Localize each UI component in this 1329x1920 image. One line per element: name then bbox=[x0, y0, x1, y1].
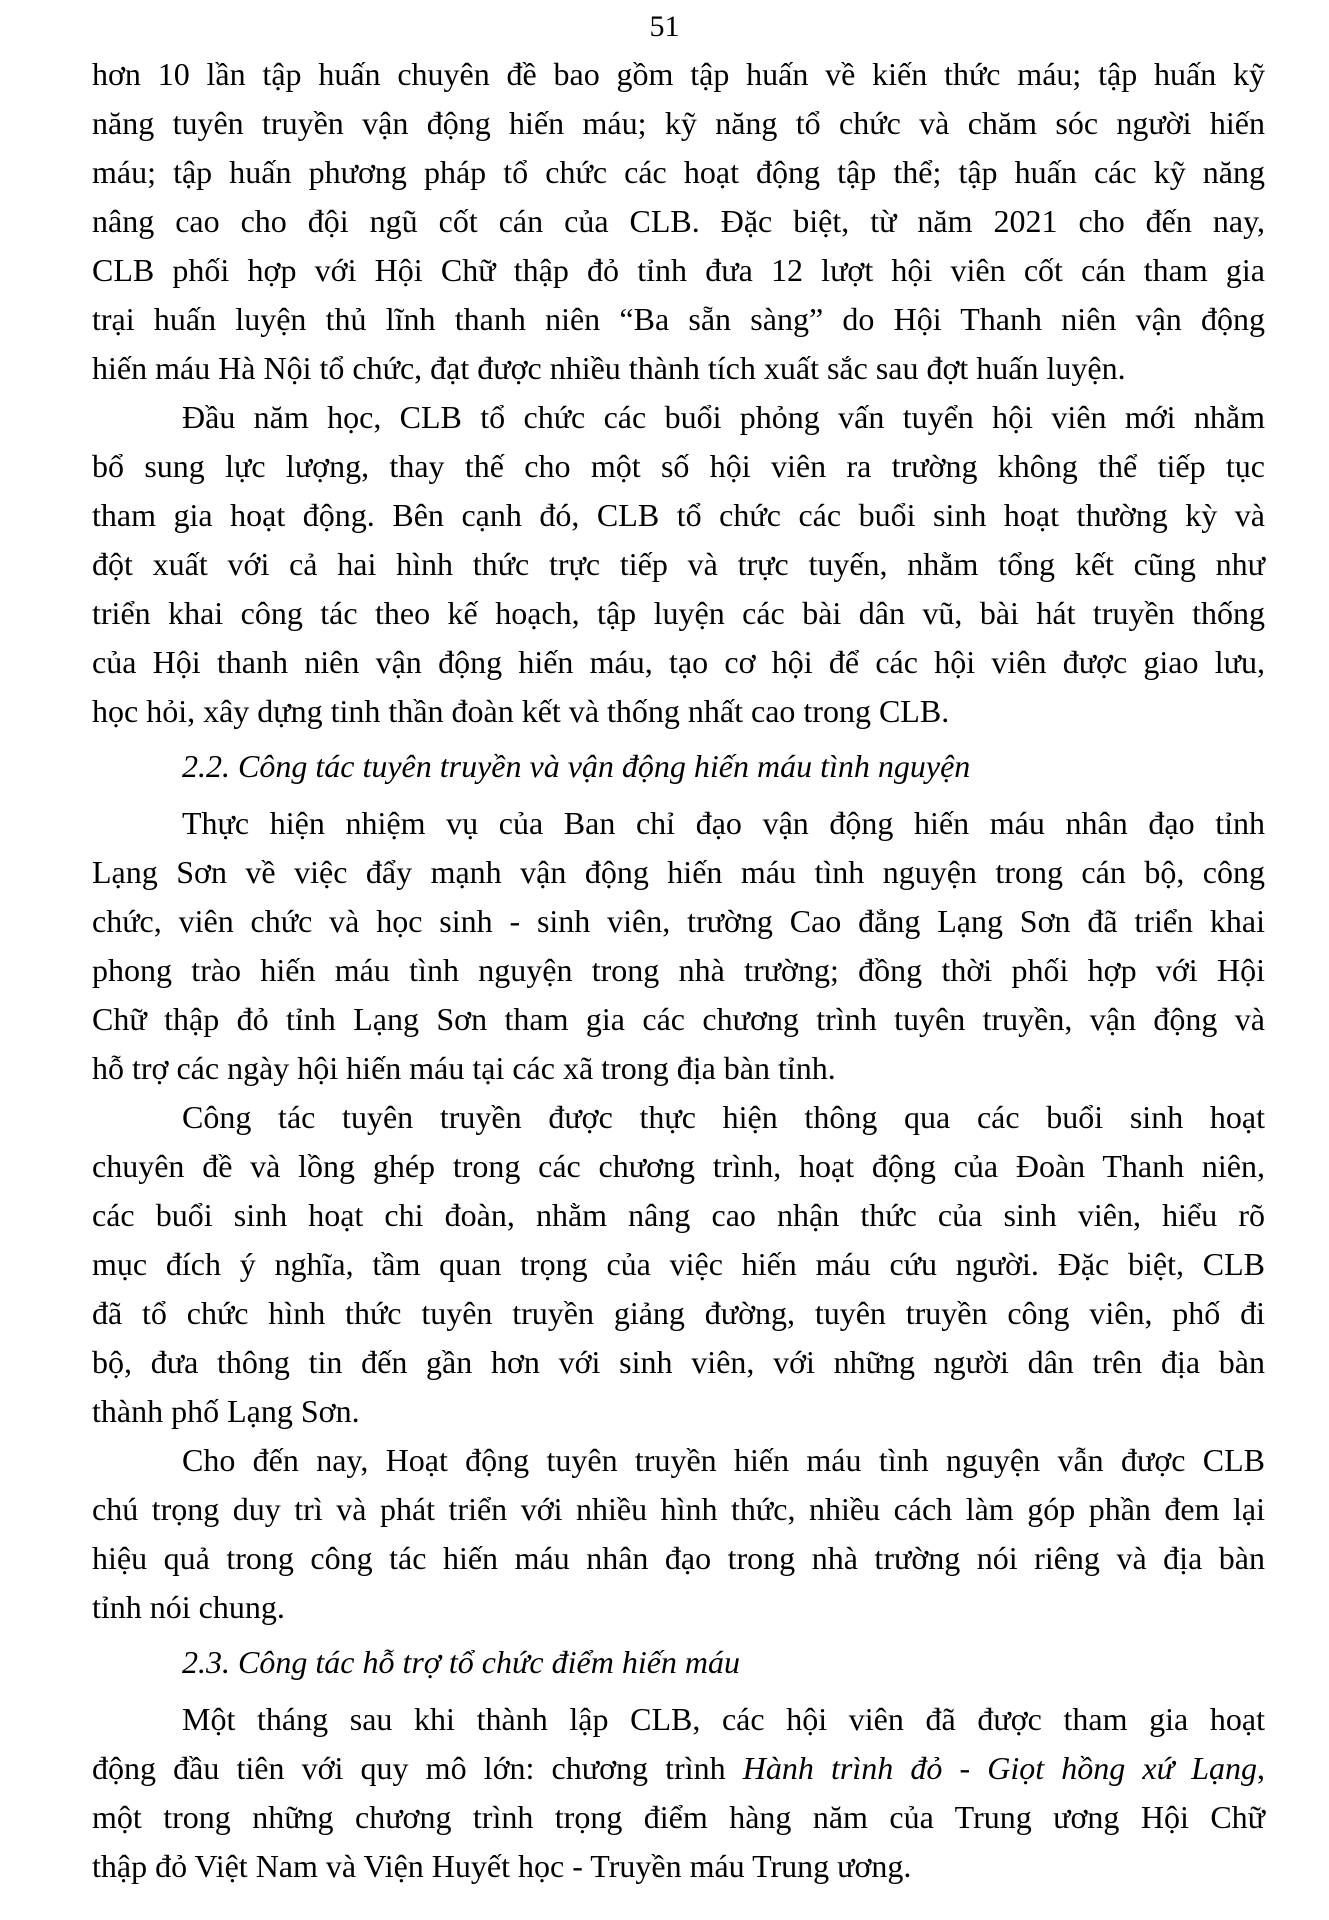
text-line: Lạng Sơn về việc đẩy mạnh vận động hiến máu tình nguyện trong cán bộ, công bbox=[92, 854, 1265, 890]
text-line: tham gia hoạt động. Bên cạnh đó, CLB tổ chức các buổi sinh hoạt thường kỳ và bbox=[92, 497, 1265, 533]
text-line: triển khai công tác theo kế hoạch, tập luyện các bài dân vũ, bài hát truyền thống bbox=[92, 595, 1265, 631]
text-line: Đầu năm học, CLB tổ chức các buổi phỏng vấn tuyển hội viên mới nhằm bbox=[182, 399, 1265, 435]
text-line: hỗ trợ các ngày hội hiến máu tại các xã trong địa bàn tỉnh. bbox=[92, 1050, 836, 1086]
text-line: của Hội thanh niên vận động hiến máu, tạo cơ hội để các hội viên được giao lưu, bbox=[92, 644, 1265, 680]
text-line: CLB phối hợp với Hội Chữ thập đỏ tỉnh đưa 12 lượt hội viên cốt cán tham gia bbox=[92, 252, 1265, 288]
text-line: hiệu quả trong công tác hiến máu nhân đạo trong nhà trường nói riêng và địa bàn bbox=[92, 1540, 1265, 1576]
paragraph bbox=[92, 1695, 1265, 1891]
section-heading bbox=[92, 742, 1265, 791]
text-line: đột xuất với cả hai hình thức trực tiếp và trực tuyến, nhằm tổng kết cũng như bbox=[92, 546, 1265, 582]
section-heading bbox=[92, 1638, 1265, 1687]
text-line: học hỏi, xây dựng tinh thần đoàn kết và thống nhất cao trong CLB. bbox=[92, 693, 950, 729]
text-line: trại huấn luyện thủ lĩnh thanh niên “Ba sẵn sàng” do Hội Thanh niên vận động bbox=[92, 301, 1265, 337]
page-number: 51 bbox=[649, 10, 680, 43]
paragraph bbox=[92, 1436, 1265, 1632]
text-segment: , bbox=[1257, 1750, 1266, 1786]
text-line: 2.2. Công tác tuyên truyền và vận động hiến máu tình nguyện bbox=[182, 748, 971, 784]
text-line: các buổi sinh hoạt chi đoàn, nhằm nâng cao nhận thức của sinh viên, hiểu rõ bbox=[92, 1197, 1265, 1233]
text-line: một trong những chương trình trọng điểm hàng năm của Trung ương Hội Chữ bbox=[92, 1799, 1265, 1835]
text-segment: động đầu tiên với quy mô lớn: chương trình bbox=[92, 1750, 743, 1786]
text-line: thập đỏ Việt Nam và Viện Huyết học - Truyền máu Trung ương. bbox=[92, 1848, 912, 1884]
text-line: hiến máu Hà Nội tổ chức, đạt được nhiều thành tích xuất sắc sau đợt huấn luyện. bbox=[92, 350, 1126, 386]
text-line bbox=[92, 1744, 1265, 1793]
text-line: máu; tập huấn phương pháp tổ chức các hoạt động tập thể; tập huấn các kỹ năng bbox=[92, 154, 1265, 190]
text-line: nâng cao cho đội ngũ cốt cán của CLB. Đặc biệt, từ năm 2021 cho đến nay, bbox=[92, 203, 1265, 239]
text-line: đã tổ chức hình thức tuyên truyền giảng đường, tuyên truyền công viên, phố đi bbox=[92, 1295, 1265, 1331]
text-line: chú trọng duy trì và phát triển với nhiều hình thức, nhiều cách làm góp phần đem lại bbox=[92, 1491, 1265, 1527]
text-line: Thực hiện nhiệm vụ của Ban chỉ đạo vận động hiến máu nhân đạo tỉnh bbox=[182, 805, 1265, 841]
text-line: hơn 10 lần tập huấn chuyên đề bao gồm tập huấn về kiến thức máu; tập huấn kỹ bbox=[92, 56, 1265, 92]
text-line: bổ sung lực lượng, thay thế cho một số hội viên ra trường không thể tiếp tục bbox=[92, 448, 1265, 484]
text-line: mục đích ý nghĩa, tầm quan trọng của việc hiến máu cứu người. Đặc biệt, CLB bbox=[92, 1246, 1265, 1282]
text-line: Công tác tuyên truyền được thực hiện thông qua các buổi sinh hoạt bbox=[182, 1099, 1265, 1135]
paragraph bbox=[92, 799, 1265, 1093]
page-content bbox=[0, 44, 1329, 1891]
text-line: Một tháng sau khi thành lập CLB, các hội viên đã được tham gia hoạt bbox=[182, 1701, 1265, 1737]
italic-phrase: Hành trình đỏ - Giọt hồng xứ Lạng bbox=[742, 1750, 1258, 1786]
text-line: phong trào hiến máu tình nguyện trong nhà trường; đồng thời phối hợp với Hội bbox=[92, 952, 1265, 988]
text-line: 2.3. Công tác hỗ trợ tổ chức điểm hiến máu bbox=[182, 1644, 741, 1680]
text-line: thành phố Lạng Sơn. bbox=[92, 1393, 360, 1429]
paragraph bbox=[92, 50, 1265, 393]
paragraph bbox=[92, 393, 1265, 736]
text-line: chức, viên chức và học sinh - sinh viên, trường Cao đẳng Lạng Sơn đã triển khai bbox=[92, 903, 1265, 939]
text-line: Cho đến nay, Hoạt động tuyên truyền hiến máu tình nguyện vẫn được CLB bbox=[182, 1442, 1265, 1478]
paragraph bbox=[92, 1093, 1265, 1436]
text-line: tỉnh nói chung. bbox=[92, 1589, 285, 1625]
text-line: Chữ thập đỏ tỉnh Lạng Sơn tham gia các chương trình tuyên truyền, vận động và bbox=[92, 1001, 1265, 1037]
text-line: chuyên đề và lồng ghép trong các chương trình, hoạt động của Đoàn Thanh niên, bbox=[92, 1148, 1265, 1184]
text-line: bộ, đưa thông tin đến gần hơn với sinh viên, với những người dân trên địa bàn bbox=[92, 1344, 1265, 1380]
text-line: năng tuyên truyền vận động hiến máu; kỹ năng tổ chức và chăm sóc người hiến bbox=[92, 105, 1265, 141]
